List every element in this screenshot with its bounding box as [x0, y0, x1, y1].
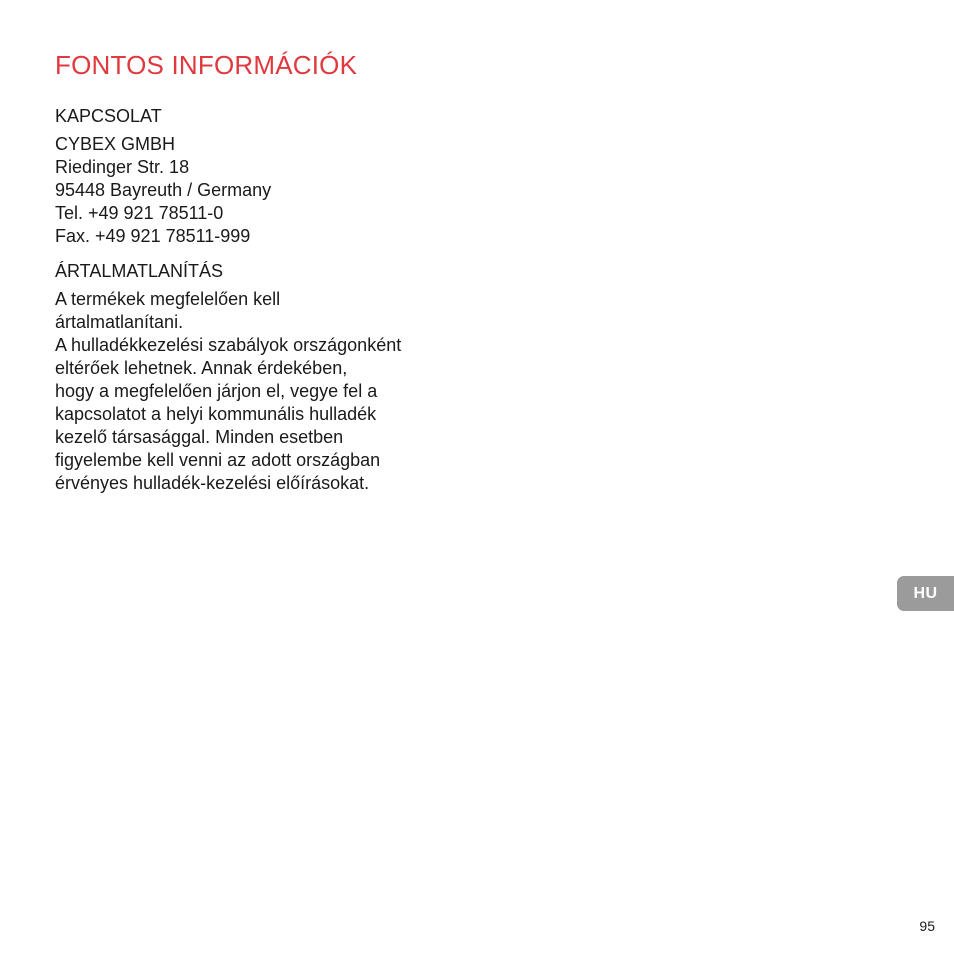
disposal-heading: ÁRTALMATLANÍTÁS: [55, 261, 224, 281]
contact-section: [55, 105, 455, 248]
street-address: Riedinger Str. 18: [55, 157, 190, 177]
language-tab: HU: [897, 576, 954, 611]
disposal-text-line: kapcsolatot a helyi kommunális hulladék: [55, 404, 377, 424]
page-title: FONTOS INFORMÁCIÓK: [55, 50, 358, 80]
disposal-text-line: A termékek megfelelően kell: [55, 289, 281, 309]
disposal-text-line: ártalmatlanítani.: [55, 312, 184, 332]
contact-address-block: [55, 133, 455, 248]
document-body: [55, 105, 455, 495]
contact-heading: KAPCSOLAT: [55, 106, 162, 126]
disposal-text: [55, 288, 455, 495]
disposal-text-line: kezelő társasággal. Minden esetben: [55, 427, 344, 447]
disposal-text-line: eltérőek lehetnek. Annak érdekében,: [55, 358, 348, 378]
disposal-text-line: A hulladékkezelési szabályok országonként: [55, 335, 402, 355]
phone-number: Tel. +49 921 78511-0: [55, 203, 224, 223]
disposal-text-line: érvényes hulladék-kezelési előírásokat.: [55, 473, 370, 493]
disposal-text-line: hogy a megfelelően járjon el, vegye fel a: [55, 381, 378, 401]
city-country: 95448 Bayreuth / Germany: [55, 180, 272, 200]
company-name: CYBEX GMBH: [55, 134, 176, 154]
disposal-text-line: figyelembe kell venni az adott országban: [55, 450, 381, 470]
page-number: 95: [919, 918, 935, 934]
fax-number: Fax. +49 921 78511-999: [55, 226, 251, 246]
disposal-section: [55, 260, 455, 495]
